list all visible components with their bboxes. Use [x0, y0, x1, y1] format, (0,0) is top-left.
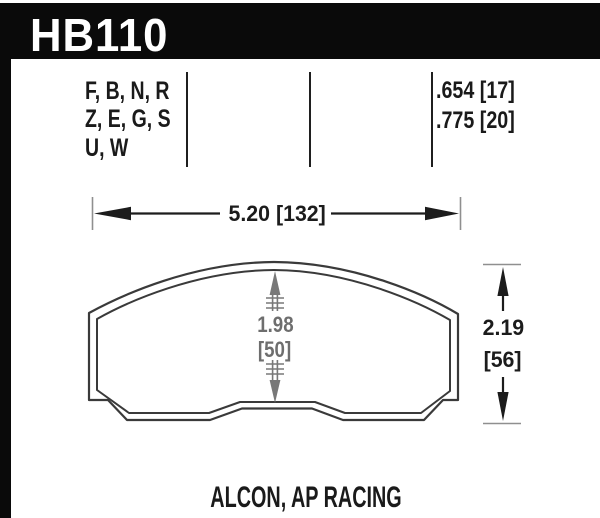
arrowhead-left: [94, 207, 131, 220]
thickness-line: .775 [20]: [436, 107, 515, 134]
arrowhead-up: [497, 267, 508, 296]
arrowhead-down: [497, 392, 508, 421]
thickness-line: .654 [17]: [436, 77, 515, 104]
applications-label: ALCON, AP RACING: [210, 481, 402, 514]
height-dimension-arrow: [483, 265, 521, 424]
compound-line: Z, E, G, S: [85, 105, 171, 134]
width-dimension-label: 5.20 [132]: [228, 201, 326, 226]
compound-line: F, B, N, R: [85, 77, 170, 105]
arrowhead-right: [425, 207, 459, 220]
height-dimension-inches: 2.19: [482, 315, 524, 340]
compound-line: U, W: [85, 133, 129, 162]
depth-dimension-mm: [50]: [258, 337, 292, 362]
height-dimension-mm: [56]: [484, 347, 522, 372]
part-number-text: HB110: [30, 9, 169, 61]
depth-dimension-inches: 1.98: [256, 312, 294, 337]
